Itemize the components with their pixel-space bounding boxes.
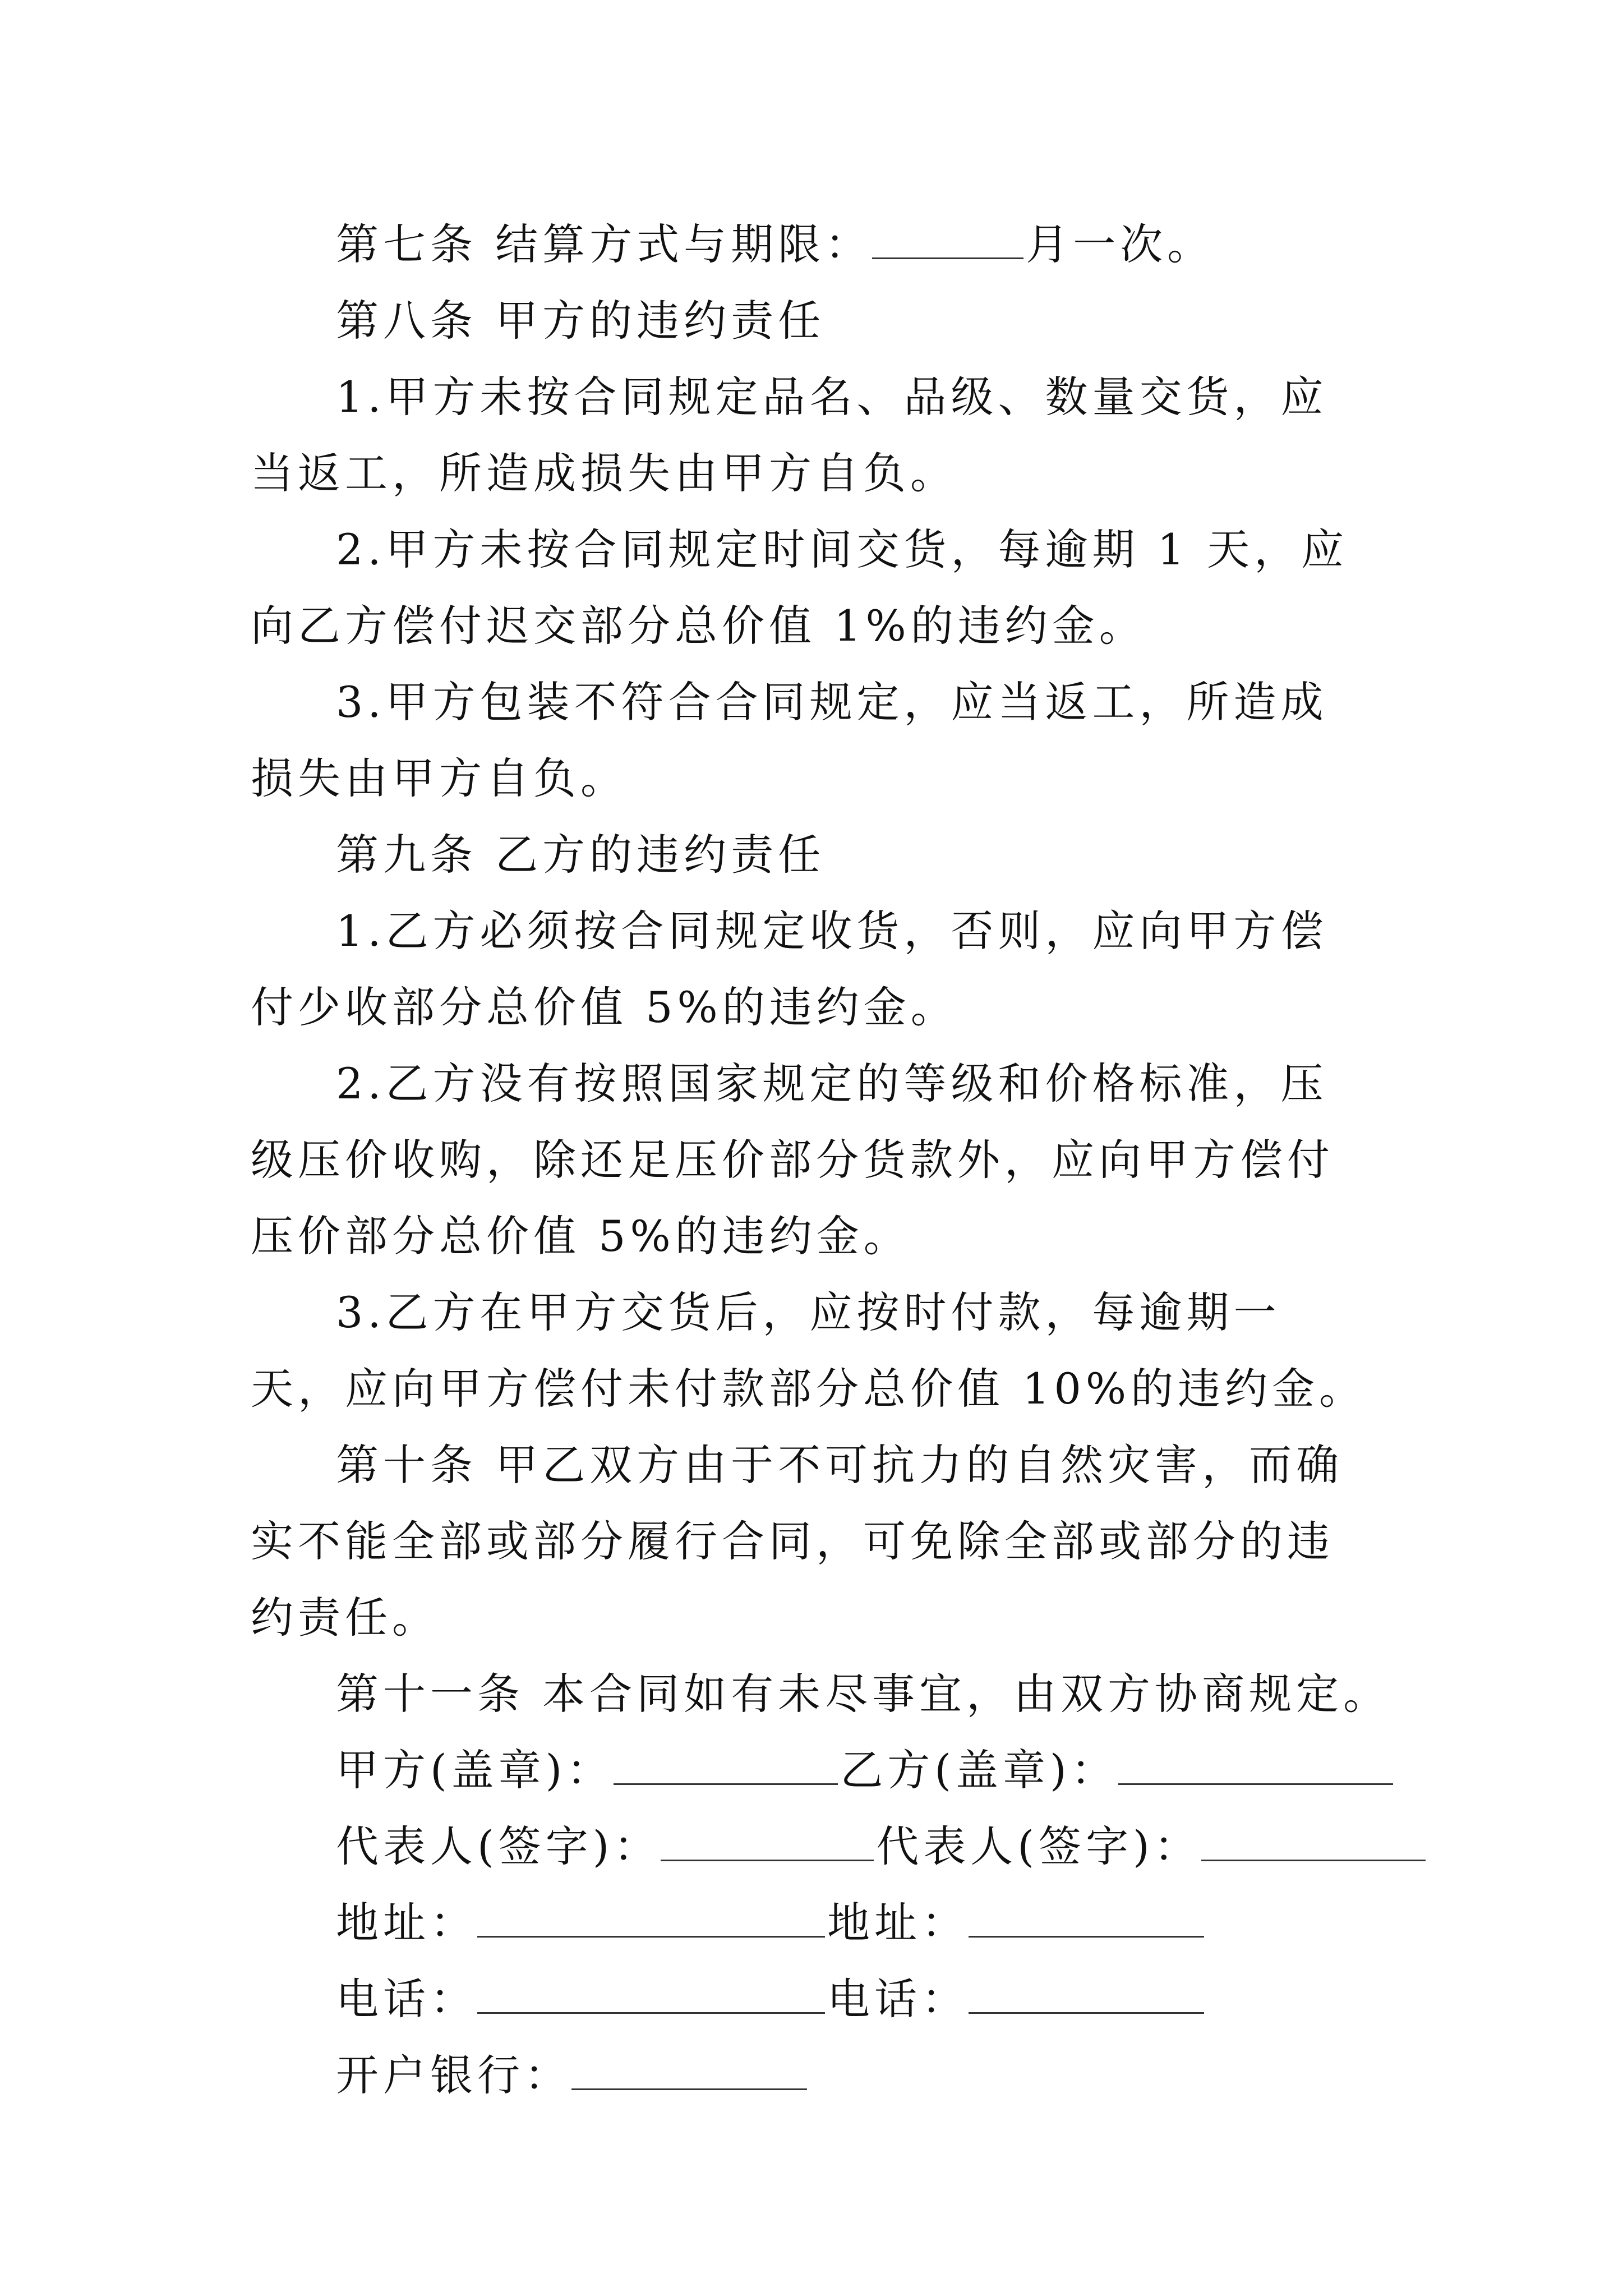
article-9-item-1: 1.乙方必须按合同规定收货，否则，应向甲方偿付少收部分总价值 5%的违约金。 [251, 906, 1328, 1032]
article-9-item-3: 3.乙方在甲方交货后，应按时付款，每逾期一天，应向甲方偿付未付款部分总价值 10%的违约金。 [251, 1287, 1367, 1414]
address-b-blank [969, 1901, 1204, 1938]
article-7-suffix: 月一次。 [1026, 219, 1215, 269]
article-8-title: 第八条 甲方的违约责任 [336, 296, 826, 346]
phone-a-label: 电话： [336, 1974, 477, 2024]
phone-b-blank [969, 1977, 1204, 2014]
rep-a-label: 代表人(签字)： [336, 1821, 661, 1871]
rep-b-label: 代表人(签字)： [876, 1821, 1201, 1871]
address-a-blank [477, 1901, 825, 1938]
contract-body [251, 206, 1391, 2114]
article-9-item-2: 2.乙方没有按照国家规定的等级和价格标准，压级压价收购，除还足压价部分货款外，应向甲方偿付压价部分总价值 5%的违约金。 [251, 1059, 1334, 1261]
seal-row [251, 1732, 1372, 1809]
party-b-seal-blank [1118, 1749, 1393, 1785]
article-8-item-2: 2.甲方未按合同规定时间交货，每逾期 1 天，应向乙方偿付迟交部分总价值 1%的违约金。 [251, 524, 1349, 651]
settlement-period-blank [872, 223, 1023, 259]
article-9-title: 第九条 乙方的违约责任 [336, 830, 826, 880]
rep-a-blank [661, 1825, 874, 1861]
party-a-seal-blank [614, 1749, 838, 1785]
article-10: 第十条 甲乙双方由于不可抗力的自然灾害，而确实不能全部或部分履行合同，可免除全部或部分的违约责任。 [251, 1440, 1344, 1642]
phone-b-label: 电话： [827, 1974, 969, 2024]
address-b-label: 地址： [827, 1898, 969, 1948]
party-b-seal-label: 乙方(盖章)： [840, 1745, 1118, 1795]
rep-b-blank [1201, 1825, 1426, 1861]
phone-a-blank [477, 1977, 825, 2014]
address-a-label: 地址： [336, 1898, 477, 1948]
article-7 [251, 206, 1372, 283]
party-a-seal-label: 甲方(盖章)： [336, 1745, 614, 1795]
bank-blank [571, 2054, 807, 2090]
phone-row [251, 1961, 1372, 2037]
article-8-item-3: 3.甲方包装不符合合同规定，应当返工，所造成损失由甲方自负。 [251, 677, 1328, 803]
article-7-text: 第七条 结算方式与期限： [336, 219, 873, 269]
address-row [251, 1885, 1372, 1961]
article-8-item-1: 1.甲方未按合同规定品名、品级、数量交货，应当返工，所造成损失由甲方自负。 [251, 372, 1328, 498]
bank-row [251, 2037, 1372, 2114]
representative-row [251, 1809, 1372, 1885]
bank-label: 开户银行： [336, 2050, 571, 2100]
article-11: 第十一条 本合同如有未尽事宜，由双方协商规定。 [336, 1669, 1391, 1719]
